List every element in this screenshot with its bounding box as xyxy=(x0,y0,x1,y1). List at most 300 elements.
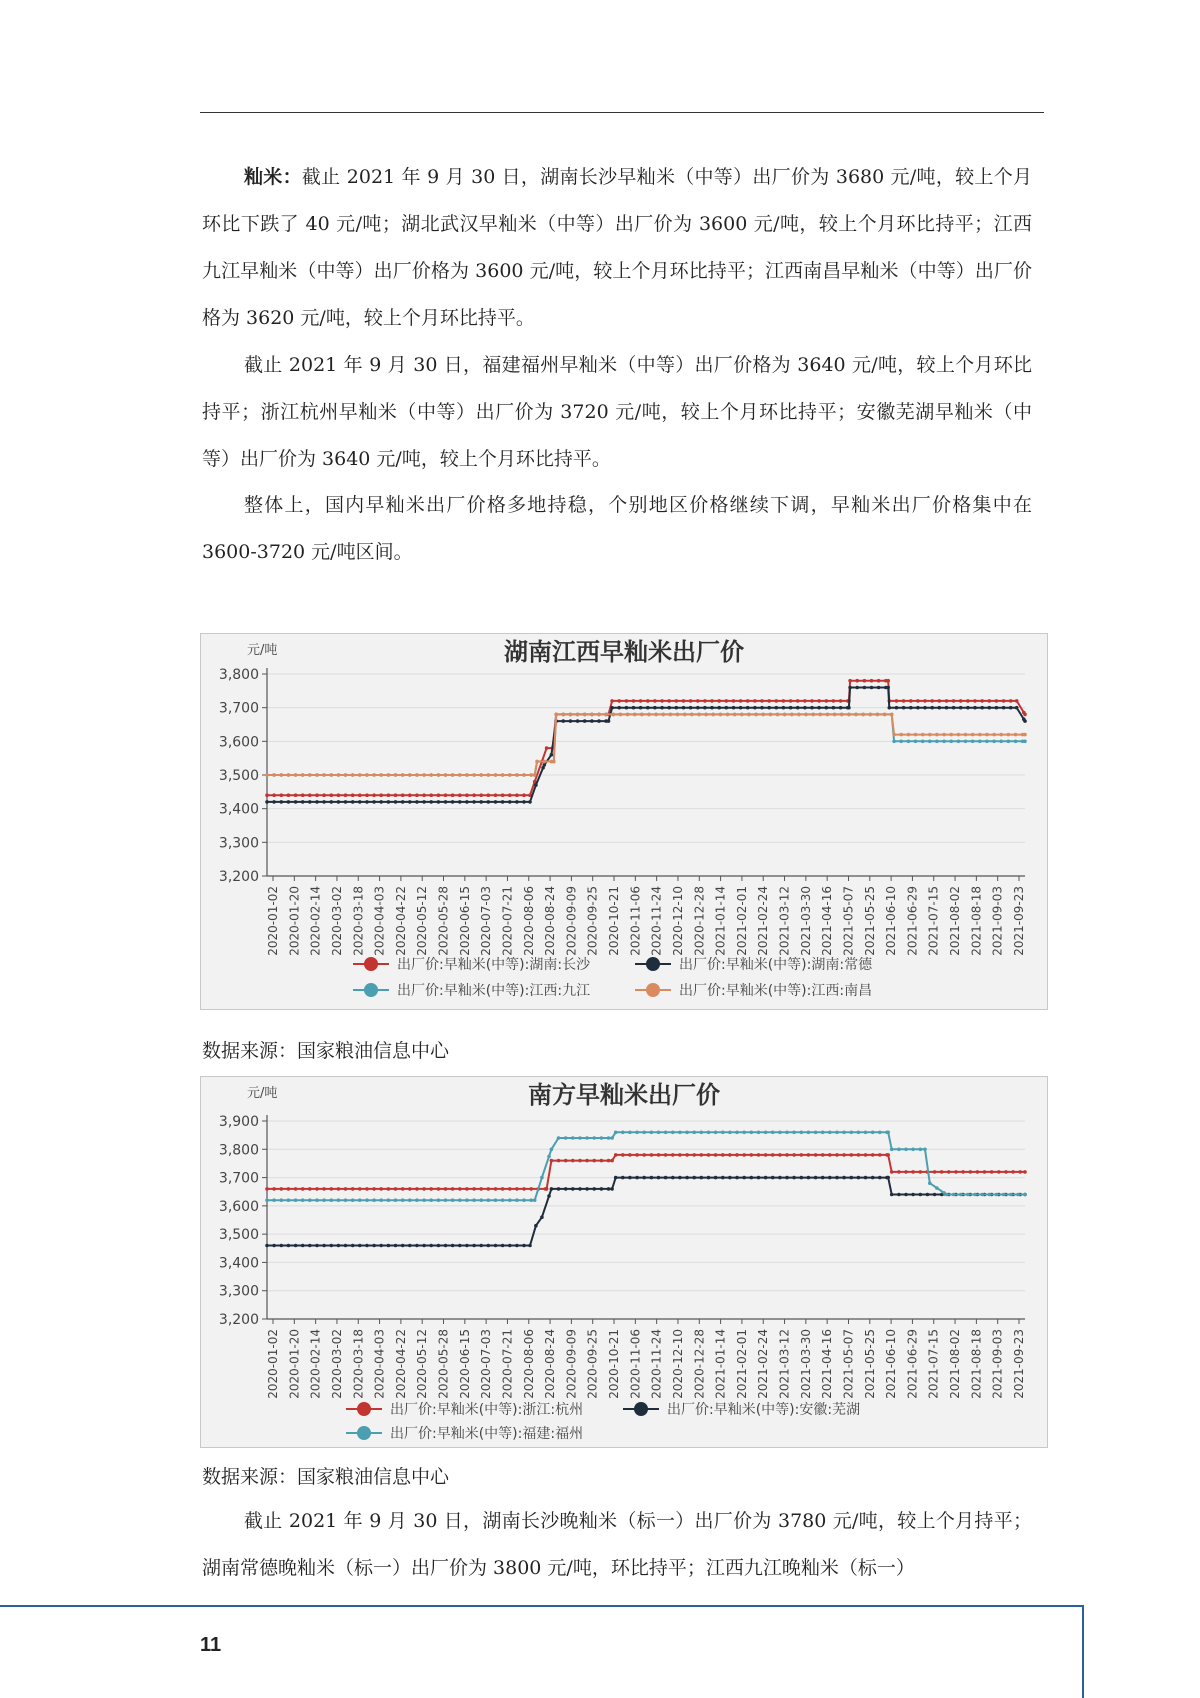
data-point xyxy=(550,1187,554,1191)
data-point xyxy=(821,1176,825,1180)
series-line xyxy=(267,688,1025,802)
x-tick-label: 2021-07-15 xyxy=(926,886,941,956)
data-point xyxy=(807,1153,811,1157)
data-point xyxy=(750,1131,754,1135)
data-point xyxy=(999,740,1003,744)
data-point xyxy=(600,1136,604,1140)
x-tick-label: 2020-05-28 xyxy=(436,886,451,956)
data-point xyxy=(458,793,462,797)
data-point xyxy=(971,733,975,737)
data-point xyxy=(451,773,455,777)
data-point xyxy=(997,1170,1001,1174)
data-point xyxy=(800,1131,804,1135)
x-tick-label: 2020-08-24 xyxy=(543,1329,558,1399)
data-point xyxy=(700,1176,704,1180)
data-point xyxy=(437,773,441,777)
data-point xyxy=(564,1159,568,1163)
data-point xyxy=(753,706,757,710)
data-point xyxy=(995,706,999,710)
data-point xyxy=(653,699,657,703)
x-tick-label: 2020-07-21 xyxy=(500,1329,515,1399)
data-point xyxy=(465,1244,469,1248)
data-point xyxy=(372,1187,376,1191)
data-point xyxy=(515,1198,519,1202)
data-point xyxy=(301,800,305,804)
data-point xyxy=(938,699,942,703)
data-point xyxy=(761,713,765,717)
data-point xyxy=(678,1131,682,1135)
legend-label: 出厂价:早籼米(中等):湖南:常德 xyxy=(679,957,873,973)
data-point xyxy=(902,699,906,703)
data-point xyxy=(704,713,708,717)
data-point xyxy=(508,1244,512,1248)
data-point xyxy=(494,1244,498,1248)
data-point xyxy=(522,773,526,777)
data-point xyxy=(942,740,946,744)
data-point xyxy=(287,800,291,804)
data-point xyxy=(919,1193,923,1197)
data-point xyxy=(387,800,391,804)
data-point xyxy=(401,1244,405,1248)
data-point xyxy=(607,1187,611,1191)
data-point xyxy=(639,699,643,703)
data-point xyxy=(735,1131,739,1135)
data-point xyxy=(415,1198,419,1202)
legend-label: 出厂价:早籼米(中等):湖南:长沙 xyxy=(397,957,591,973)
data-point xyxy=(750,1176,754,1180)
x-tick-label: 2021-09-03 xyxy=(990,1329,1005,1399)
y-tick-label: 3,300 xyxy=(218,835,259,852)
data-point xyxy=(683,713,687,717)
x-tick-label: 2020-04-22 xyxy=(393,1329,408,1399)
data-point xyxy=(864,1153,868,1157)
data-point xyxy=(973,699,977,703)
data-point xyxy=(394,1187,398,1191)
data-point xyxy=(610,706,614,710)
x-tick-label: 2020-06-15 xyxy=(457,1329,472,1399)
data-point xyxy=(662,713,666,717)
data-point xyxy=(904,1170,908,1174)
data-point xyxy=(840,713,844,717)
data-point xyxy=(721,1131,725,1135)
data-point xyxy=(545,1187,549,1191)
data-point xyxy=(494,793,498,797)
y-axis-unit: 元/吨 xyxy=(247,1086,278,1101)
data-point xyxy=(685,1153,689,1157)
data-point xyxy=(949,733,953,737)
data-point xyxy=(330,1244,334,1248)
data-point xyxy=(735,1153,739,1157)
data-point xyxy=(732,706,736,710)
data-point xyxy=(850,1131,854,1135)
data-point xyxy=(980,1193,984,1197)
data-point xyxy=(980,699,984,703)
paragraph-summary: 整体上，国内早籼米出厂价格多地持稳，个别地区价格继续下调，早籼米出厂价格集中在 3600-3720 元/吨区间。 xyxy=(202,494,1032,563)
data-point xyxy=(529,773,533,777)
data-point xyxy=(429,773,433,777)
data-point xyxy=(415,773,419,777)
data-point xyxy=(401,773,405,777)
data-point xyxy=(739,706,743,710)
data-point xyxy=(408,800,412,804)
data-point xyxy=(757,1131,761,1135)
data-point xyxy=(272,793,276,797)
data-point xyxy=(265,793,269,797)
data-point xyxy=(515,1244,519,1248)
data-point xyxy=(387,1198,391,1202)
data-point xyxy=(422,793,426,797)
data-point xyxy=(322,800,326,804)
data-point xyxy=(272,1187,276,1191)
data-point xyxy=(437,1187,441,1191)
data-point xyxy=(547,1194,551,1198)
data-point xyxy=(344,773,348,777)
data-point xyxy=(522,800,526,804)
data-point xyxy=(814,1176,818,1180)
data-point xyxy=(728,1153,732,1157)
data-point xyxy=(379,793,383,797)
data-point xyxy=(294,1198,298,1202)
data-point xyxy=(272,1244,276,1248)
data-point xyxy=(689,699,693,703)
data-point xyxy=(810,699,814,703)
data-point xyxy=(725,706,729,710)
data-point xyxy=(372,1244,376,1248)
x-tick-label: 2021-08-02 xyxy=(948,1329,963,1399)
data-point xyxy=(907,740,911,744)
data-point xyxy=(964,740,968,744)
data-point xyxy=(408,773,412,777)
data-point xyxy=(938,706,942,710)
data-point xyxy=(919,1148,923,1152)
data-point xyxy=(911,1170,915,1174)
data-point xyxy=(619,713,623,717)
data-point xyxy=(635,1153,639,1157)
data-point xyxy=(487,793,491,797)
data-point xyxy=(935,740,939,744)
data-point xyxy=(265,1187,269,1191)
x-tick-label: 2020-02-14 xyxy=(308,1329,323,1399)
data-point xyxy=(315,1198,319,1202)
x-tick-label: 2021-03-30 xyxy=(798,1329,813,1399)
x-tick-label: 2020-01-02 xyxy=(266,886,280,956)
data-point xyxy=(850,1176,854,1180)
y-tick-label: 3,300 xyxy=(218,1283,259,1300)
data-point xyxy=(330,773,334,777)
data-point xyxy=(337,800,341,804)
data-point xyxy=(855,679,859,683)
data-point xyxy=(337,1198,341,1202)
x-tick-label: 2021-07-15 xyxy=(926,1329,941,1399)
data-point xyxy=(515,1187,519,1191)
data-point xyxy=(522,1198,526,1202)
series-line xyxy=(267,714,1025,775)
x-tick-label: 2021-02-24 xyxy=(756,1329,771,1399)
data-point xyxy=(710,706,714,710)
data-point xyxy=(635,1131,639,1135)
data-point xyxy=(767,699,771,703)
data-point xyxy=(890,713,894,717)
data-point xyxy=(543,763,547,767)
data-point xyxy=(1004,1170,1008,1174)
data-point xyxy=(1007,733,1011,737)
data-point xyxy=(696,706,700,710)
data-point xyxy=(337,793,341,797)
data-point xyxy=(301,1244,305,1248)
data-point xyxy=(753,699,757,703)
data-point xyxy=(437,800,441,804)
data-point xyxy=(742,1176,746,1180)
data-point xyxy=(778,1153,782,1157)
data-point xyxy=(886,686,890,690)
data-point xyxy=(401,1198,405,1202)
data-point xyxy=(308,1244,312,1248)
data-point xyxy=(590,719,594,723)
legend-label: 出厂价:早籼米(中等):福建:福州 xyxy=(390,1426,584,1442)
data-point xyxy=(890,1170,894,1174)
data-point xyxy=(952,706,956,710)
data-point xyxy=(610,1187,614,1191)
data-point xyxy=(959,699,963,703)
data-point xyxy=(625,699,629,703)
data-point xyxy=(501,773,505,777)
data-point xyxy=(985,733,989,737)
x-tick-label: 2020-12-10 xyxy=(670,886,685,956)
data-point xyxy=(444,1198,448,1202)
data-point xyxy=(351,1198,355,1202)
data-point xyxy=(742,1153,746,1157)
data-point xyxy=(721,1153,725,1157)
data-point xyxy=(667,706,671,710)
data-point xyxy=(571,1159,575,1163)
data-point xyxy=(832,699,836,703)
data-point xyxy=(557,1136,561,1140)
data-point xyxy=(811,713,815,717)
data-point xyxy=(294,1187,298,1191)
data-point xyxy=(657,1131,661,1135)
data-point xyxy=(847,713,851,717)
x-tick-label: 2020-03-18 xyxy=(351,886,366,956)
x-tick-label: 2020-02-14 xyxy=(308,886,323,956)
data-point xyxy=(487,1198,491,1202)
data-point xyxy=(550,1148,554,1152)
data-point xyxy=(372,773,376,777)
data-point xyxy=(807,1176,811,1180)
data-point xyxy=(928,733,932,737)
data-point xyxy=(444,1187,448,1191)
chart-title: 南方早籼米出厂价 xyxy=(528,1081,720,1109)
data-point xyxy=(909,699,913,703)
data-point xyxy=(571,1187,575,1191)
data-point xyxy=(422,1187,426,1191)
data-point xyxy=(717,699,721,703)
data-point xyxy=(501,1187,505,1191)
data-point xyxy=(895,699,899,703)
data-point xyxy=(578,1187,582,1191)
legend-marker xyxy=(357,1402,371,1416)
data-point xyxy=(614,1131,618,1135)
data-point xyxy=(628,1176,632,1180)
y-axis-unit: 元/吨 xyxy=(247,643,278,658)
data-point xyxy=(747,713,751,717)
legend-marker xyxy=(646,957,660,971)
data-point xyxy=(1015,699,1019,703)
data-point xyxy=(792,1153,796,1157)
data-point xyxy=(785,1153,789,1157)
y-tick-label: 3,900 xyxy=(218,1114,259,1130)
data-point xyxy=(685,1176,689,1180)
data-point xyxy=(909,706,913,710)
data-point xyxy=(1023,713,1027,717)
data-point xyxy=(769,713,773,717)
data-point xyxy=(814,1131,818,1135)
x-tick-label: 2020-08-06 xyxy=(521,1329,536,1399)
data-point xyxy=(935,733,939,737)
data-point xyxy=(315,800,319,804)
data-point xyxy=(650,1176,654,1180)
data-point xyxy=(825,706,829,710)
data-point xyxy=(408,793,412,797)
data-point xyxy=(804,713,808,717)
data-point xyxy=(576,713,580,717)
legend-label: 出厂价:早籼米(中等):浙江:杭州 xyxy=(390,1402,584,1418)
y-tick-label: 3,500 xyxy=(218,768,259,784)
data-point xyxy=(828,1131,832,1135)
legend-marker xyxy=(646,983,660,997)
data-point xyxy=(578,1159,582,1163)
data-point xyxy=(764,1131,768,1135)
data-point xyxy=(626,713,630,717)
data-point xyxy=(771,1153,775,1157)
legend-marker xyxy=(357,1426,371,1440)
data-point xyxy=(358,793,362,797)
data-point xyxy=(783,713,787,717)
data-point xyxy=(301,1198,305,1202)
data-point xyxy=(886,1176,890,1180)
data-point xyxy=(569,719,573,723)
data-point xyxy=(883,713,887,717)
data-point xyxy=(344,1187,348,1191)
data-point xyxy=(676,713,680,717)
data-point xyxy=(479,1198,483,1202)
data-point xyxy=(501,1198,505,1202)
data-point xyxy=(817,706,821,710)
data-point xyxy=(911,1193,915,1197)
data-point xyxy=(379,800,383,804)
data-point xyxy=(508,800,512,804)
data-point xyxy=(487,773,491,777)
data-point xyxy=(365,793,369,797)
data-point xyxy=(351,800,355,804)
data-point xyxy=(358,1244,362,1248)
data-point xyxy=(771,1176,775,1180)
data-point xyxy=(534,1224,538,1228)
data-point xyxy=(757,1153,761,1157)
data-point xyxy=(657,1176,661,1180)
data-point xyxy=(877,686,881,690)
data-point xyxy=(926,1193,930,1197)
data-point xyxy=(479,800,483,804)
data-point xyxy=(983,1170,987,1174)
data-point xyxy=(458,800,462,804)
data-point xyxy=(714,1176,718,1180)
data-point xyxy=(379,1198,383,1202)
data-point xyxy=(583,719,587,723)
x-tick-label: 2020-11-06 xyxy=(628,886,643,956)
legend-label: 出厂价:早籼米(中等):安徽:芜湖 xyxy=(667,1402,861,1418)
data-point xyxy=(842,1131,846,1135)
data-point xyxy=(522,1187,526,1191)
data-point xyxy=(971,740,975,744)
data-point xyxy=(886,679,890,683)
x-tick-label: 2020-08-24 xyxy=(543,886,558,956)
data-point xyxy=(458,773,462,777)
data-point xyxy=(465,1187,469,1191)
data-point xyxy=(945,706,949,710)
data-point xyxy=(660,706,664,710)
data-point xyxy=(487,800,491,804)
legend-label: 出厂价:早籼米(中等):江西:九江 xyxy=(397,983,591,999)
data-point xyxy=(597,719,601,723)
chart-svg xyxy=(201,1077,1047,1447)
y-tick-label: 3,700 xyxy=(218,700,259,717)
data-point xyxy=(961,1170,965,1174)
data-point xyxy=(294,793,298,797)
data-point xyxy=(330,800,334,804)
data-point xyxy=(437,1198,441,1202)
data-point xyxy=(632,706,636,710)
data-point xyxy=(899,740,903,744)
data-point xyxy=(826,713,830,717)
data-point xyxy=(401,1187,405,1191)
data-point xyxy=(451,1198,455,1202)
data-point xyxy=(272,800,276,804)
data-point xyxy=(778,1176,782,1180)
y-tick-label: 3,400 xyxy=(218,801,259,818)
data-point xyxy=(494,773,498,777)
data-point xyxy=(358,1198,362,1202)
data-point xyxy=(479,1244,483,1248)
data-point xyxy=(265,1244,269,1248)
data-point xyxy=(855,686,859,690)
data-point xyxy=(850,1153,854,1157)
data-point xyxy=(682,706,686,710)
data-point xyxy=(607,1159,611,1163)
data-point xyxy=(919,1170,923,1174)
data-point xyxy=(839,699,843,703)
data-point xyxy=(700,1153,704,1157)
data-point xyxy=(796,706,800,710)
data-point xyxy=(692,1131,696,1135)
x-tick-label: 2021-05-25 xyxy=(862,886,877,956)
x-tick-label: 2020-01-20 xyxy=(287,886,302,956)
paragraph-lead: 籼米： xyxy=(244,166,302,188)
data-point xyxy=(387,793,391,797)
data-point xyxy=(379,1187,383,1191)
data-point xyxy=(387,1187,391,1191)
x-tick-label: 2021-06-29 xyxy=(905,886,920,956)
data-point xyxy=(1015,706,1019,710)
data-point xyxy=(796,699,800,703)
y-tick-label: 3,200 xyxy=(218,1312,259,1328)
data-point xyxy=(294,773,298,777)
data-point xyxy=(814,1153,818,1157)
data-point xyxy=(315,793,319,797)
y-tick-label: 3,600 xyxy=(218,734,259,751)
data-point xyxy=(800,1176,804,1180)
data-point xyxy=(597,713,601,717)
data-point xyxy=(728,1176,732,1180)
